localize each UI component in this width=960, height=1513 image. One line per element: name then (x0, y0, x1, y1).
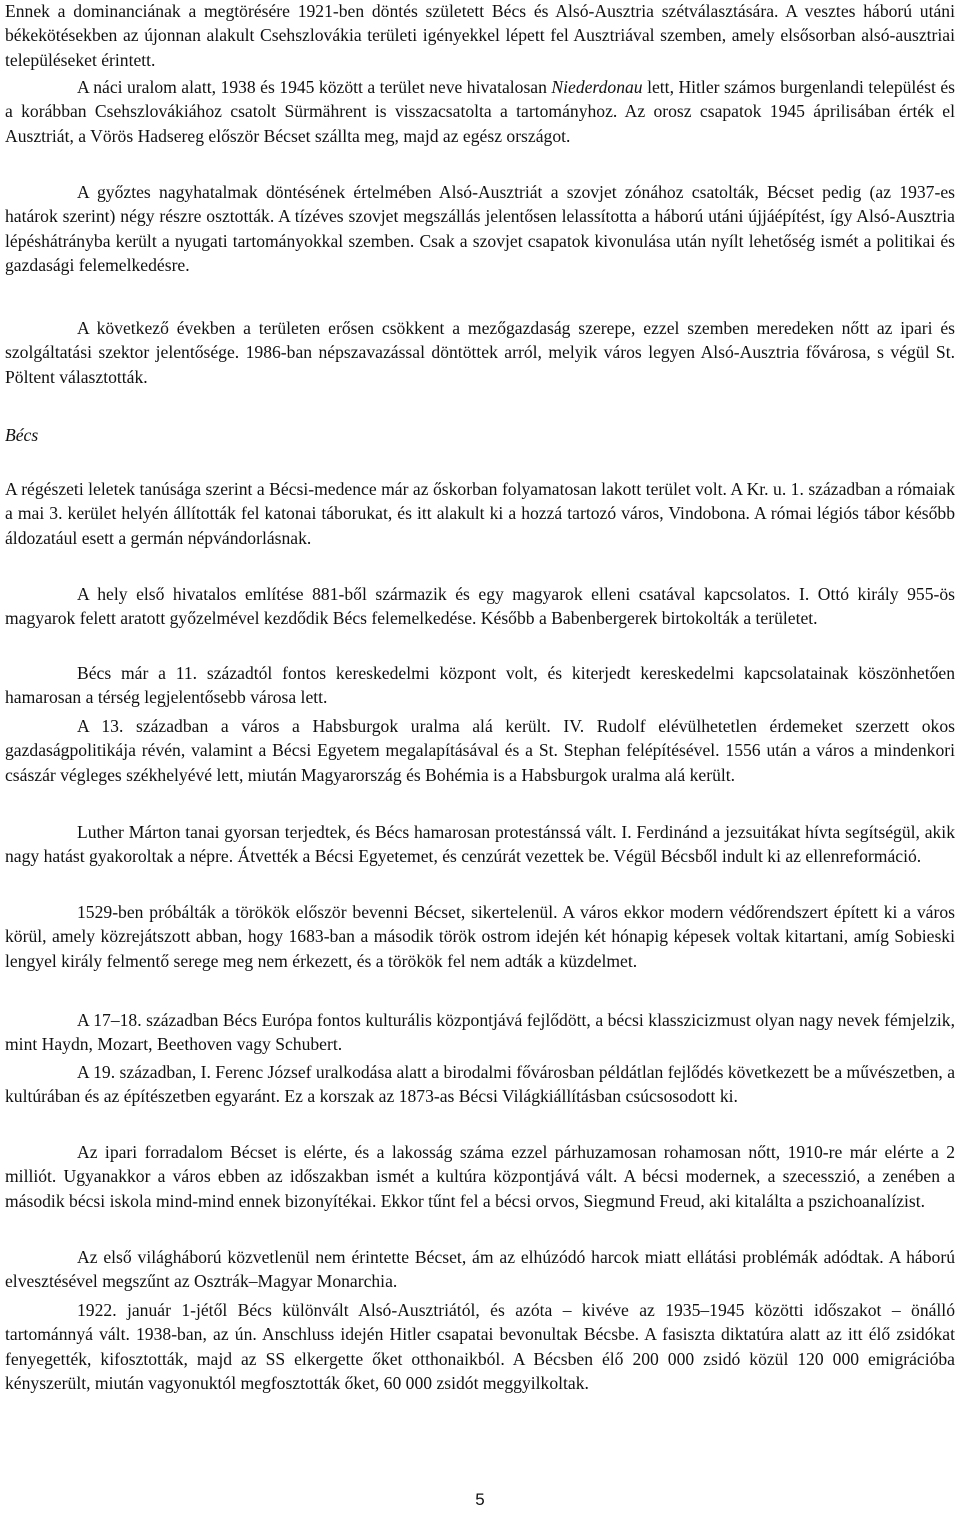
niederdonau-term: Niederdonau (551, 77, 643, 97)
section-heading-becs: Bécs (5, 425, 39, 445)
paragraph-naci-part1: A náci uralom alatt, 1938 és 1945 között a terület neve hivatalosan (77, 77, 547, 97)
page-number: 5 (475, 1490, 485, 1509)
paragraph-elso-emlites: A hely első hivatalos említése 881-ből származik és egy magyarok elleni csatával kapcsolatos. I. Ottó király 955-ös magyarok felett aratott győzelmével kezdődik Bécs felemelkedése. Később a Babenbergerek birtokolták a területet. (5, 584, 955, 629)
paragraph-1922: 1922. január 1-jétől Bécs különvált Alsó-Ausztriától, és azóta – kivéve az 1935–1945 közötti időszakot – önálló tartománnyá vált. 1938-ban, az ún. Anschluss idején Hitler csapatai bevonultak Bécsbe. A fasiszta diktatúra alatt az itt élő zsidókat fenyegették, kifosztották, majd az SS elkergette őket otthonaikból. A Bécsben élő 200 000 zsidó közül 120 000 emigrációba kényszerült, miután vagyonuktól megfosztották őket, 60 000 zsidót meggyilkoltak. (5, 1300, 955, 1394)
paragraph-ferenc-jozsef: A 19. században, I. Ferenc József uralkodása alatt a birodalmi fővárosban példátlan fejlődés következett be a művészetben, a kultúrában és az építészetben egyaránt. Ez a korszak az 1873-as Bécsi Világkiállításban csúcsosodott ki. (5, 1062, 955, 1107)
paragraph-szovjet-zona: A győztes nagyhatalmak döntésének értelmében Alsó-Ausztriát a szovjet zónához csatolták, Bécset pedig (az 1937-es határok szerint) négy részre osztották. A tízéves szovjet megszállás jelentősen lelassította a háború utáni újjáépítést, így Alsó-Ausztria lépéshátrányba került a nyugati tartományokkal szemben. Csak a szovjet csapatok kivonulása után nyílt lehetőség ismét a politikai és gazdasági felemelkedésre. (5, 182, 955, 276)
paragraph-dominancia: Ennek a dominanciának a megtörésére 1921-ben döntés született Bécs és Alsó-Ausztria szétválasztására. A vesztes háború utáni békekötésekben az újonnan alakult Csehszlovákia területi igényekkel lépett fel Ausztriával szemben, amely elsősorban alsó-ausztriai településeket érintett. (5, 1, 955, 70)
paragraph-kereskedelmi: Bécs már a 11. századtól fontos kereskedelmi központ volt, és kiterjedt kereskedelmi kapcsolatainak köszönhetően hamarosan a térség legjelentősebb városa lett. (5, 663, 955, 708)
paragraph-kovetkezo-evek: A következő években a területen erősen csökkent a mezőgazdaság szerepe, ezzel szemben meredeken nőtt az ipari és szolgáltatási szektor jelentősége. 1986-ban népszavazással döntöttek arról, melyik város legyen Alsó-Ausztria fővárosa, s végül St. Pöltent választották. (5, 318, 955, 387)
paragraph-regeszeti: A régészeti leletek tanúsága szerint a Bécsi-medence már az őskorban folyamatosan lakott terület volt. A Kr. u. 1. században a rómaiak a mai 3. kerület helyén állították fel katonai táborukat, és itt alakult ki a hozzá tartozó város, Vindobona. A római légiós tábor később áldozatául esett a germán népvándorlásnak. (5, 479, 955, 548)
paragraph-naci-part2: lett, Hitler számos burgenlandi települést és a korábban Csehszlovákiához csatolt Sürmährent is visszacsatolta a tartományhoz. Az orosz csapatok 1945 áprilisában érték el Ausztriát, a Vörös Hadsereg először Bécset szállta meg, majd az egész országot. (5, 77, 955, 146)
paragraph-ipari-forradalom: Az ipari forradalom Bécset is elérte, és a lakosság száma ezzel párhuzamosan rohamosan nőtt, 1910-re már elérte a 2 milliót. Ugyanakkor a város ebben az időszakban ismét a kultúra központjává vált. A bécsi modernek, a szecesszió, a zenében a második bécsi iskola mind-mind ennek bizonyítékai. Ekkor tűnt fel a bécsi orvos, Siegmund Freud, aki kitalálta a pszichoanalízist. (5, 1142, 955, 1211)
paragraph-luther: Luther Márton tanai gyorsan terjedtek, és Bécs hamarosan protestánssá vált. I. Ferdinánd a jezsuitákat hívta segítségül, akik nagy hatást gyakoroltak a népre. Átvették a Bécsi Egyetemet, és cenzúrát vezettek be. Végül Bécsből indult ki az ellenreformáció. (5, 822, 955, 867)
paragraph-habsburgok: A 13. században a város a Habsburgok uralma alá került. IV. Rudolf elévülhetetlen érdemeket szerzett okos gazdaságpolitikája révén, valamint a Bécsi Egyetem megalapításával és a St. Stephan felépítésével. 1556 után a város a mindenkori császár végleges székhelyévé lett, miután Magyarország és Bohémia is a Habsburgok uralma alá került. (5, 716, 955, 785)
paragraph-naci-uralom (5, 75, 955, 148)
paragraph-klasszicizmus: A 17–18. században Bécs Európa fontos kulturális központjává fejlődött, a bécsi klasszicizmust olyan nagy nevek fémjelzik, mint Haydn, Mozart, Beethoven vagy Schubert. (5, 1010, 955, 1055)
paragraph-torok-ostrom: 1529-ben próbálták a törökök először bevenni Bécset, sikertelenül. A város ekkor modern védőrendszert épített ki a város körül, amely közrejátszott abban, hogy 1683-ban a második török ostrom idején két hónapig képesek voltak kitartani, amíg Sobieski lengyel király felmentő serege meg nem érkezett, és a törökök fel nem adták a küzdelmet. (5, 902, 955, 971)
paragraph-elso-vilaghaboru: Az első világháború közvetlenül nem érintette Bécset, ám az elhúzódó harcok miatt ellátási problémák adódtak. A háború elvesztésével megszűnt az Osztrák–Magyar Monarchia. (5, 1247, 955, 1292)
